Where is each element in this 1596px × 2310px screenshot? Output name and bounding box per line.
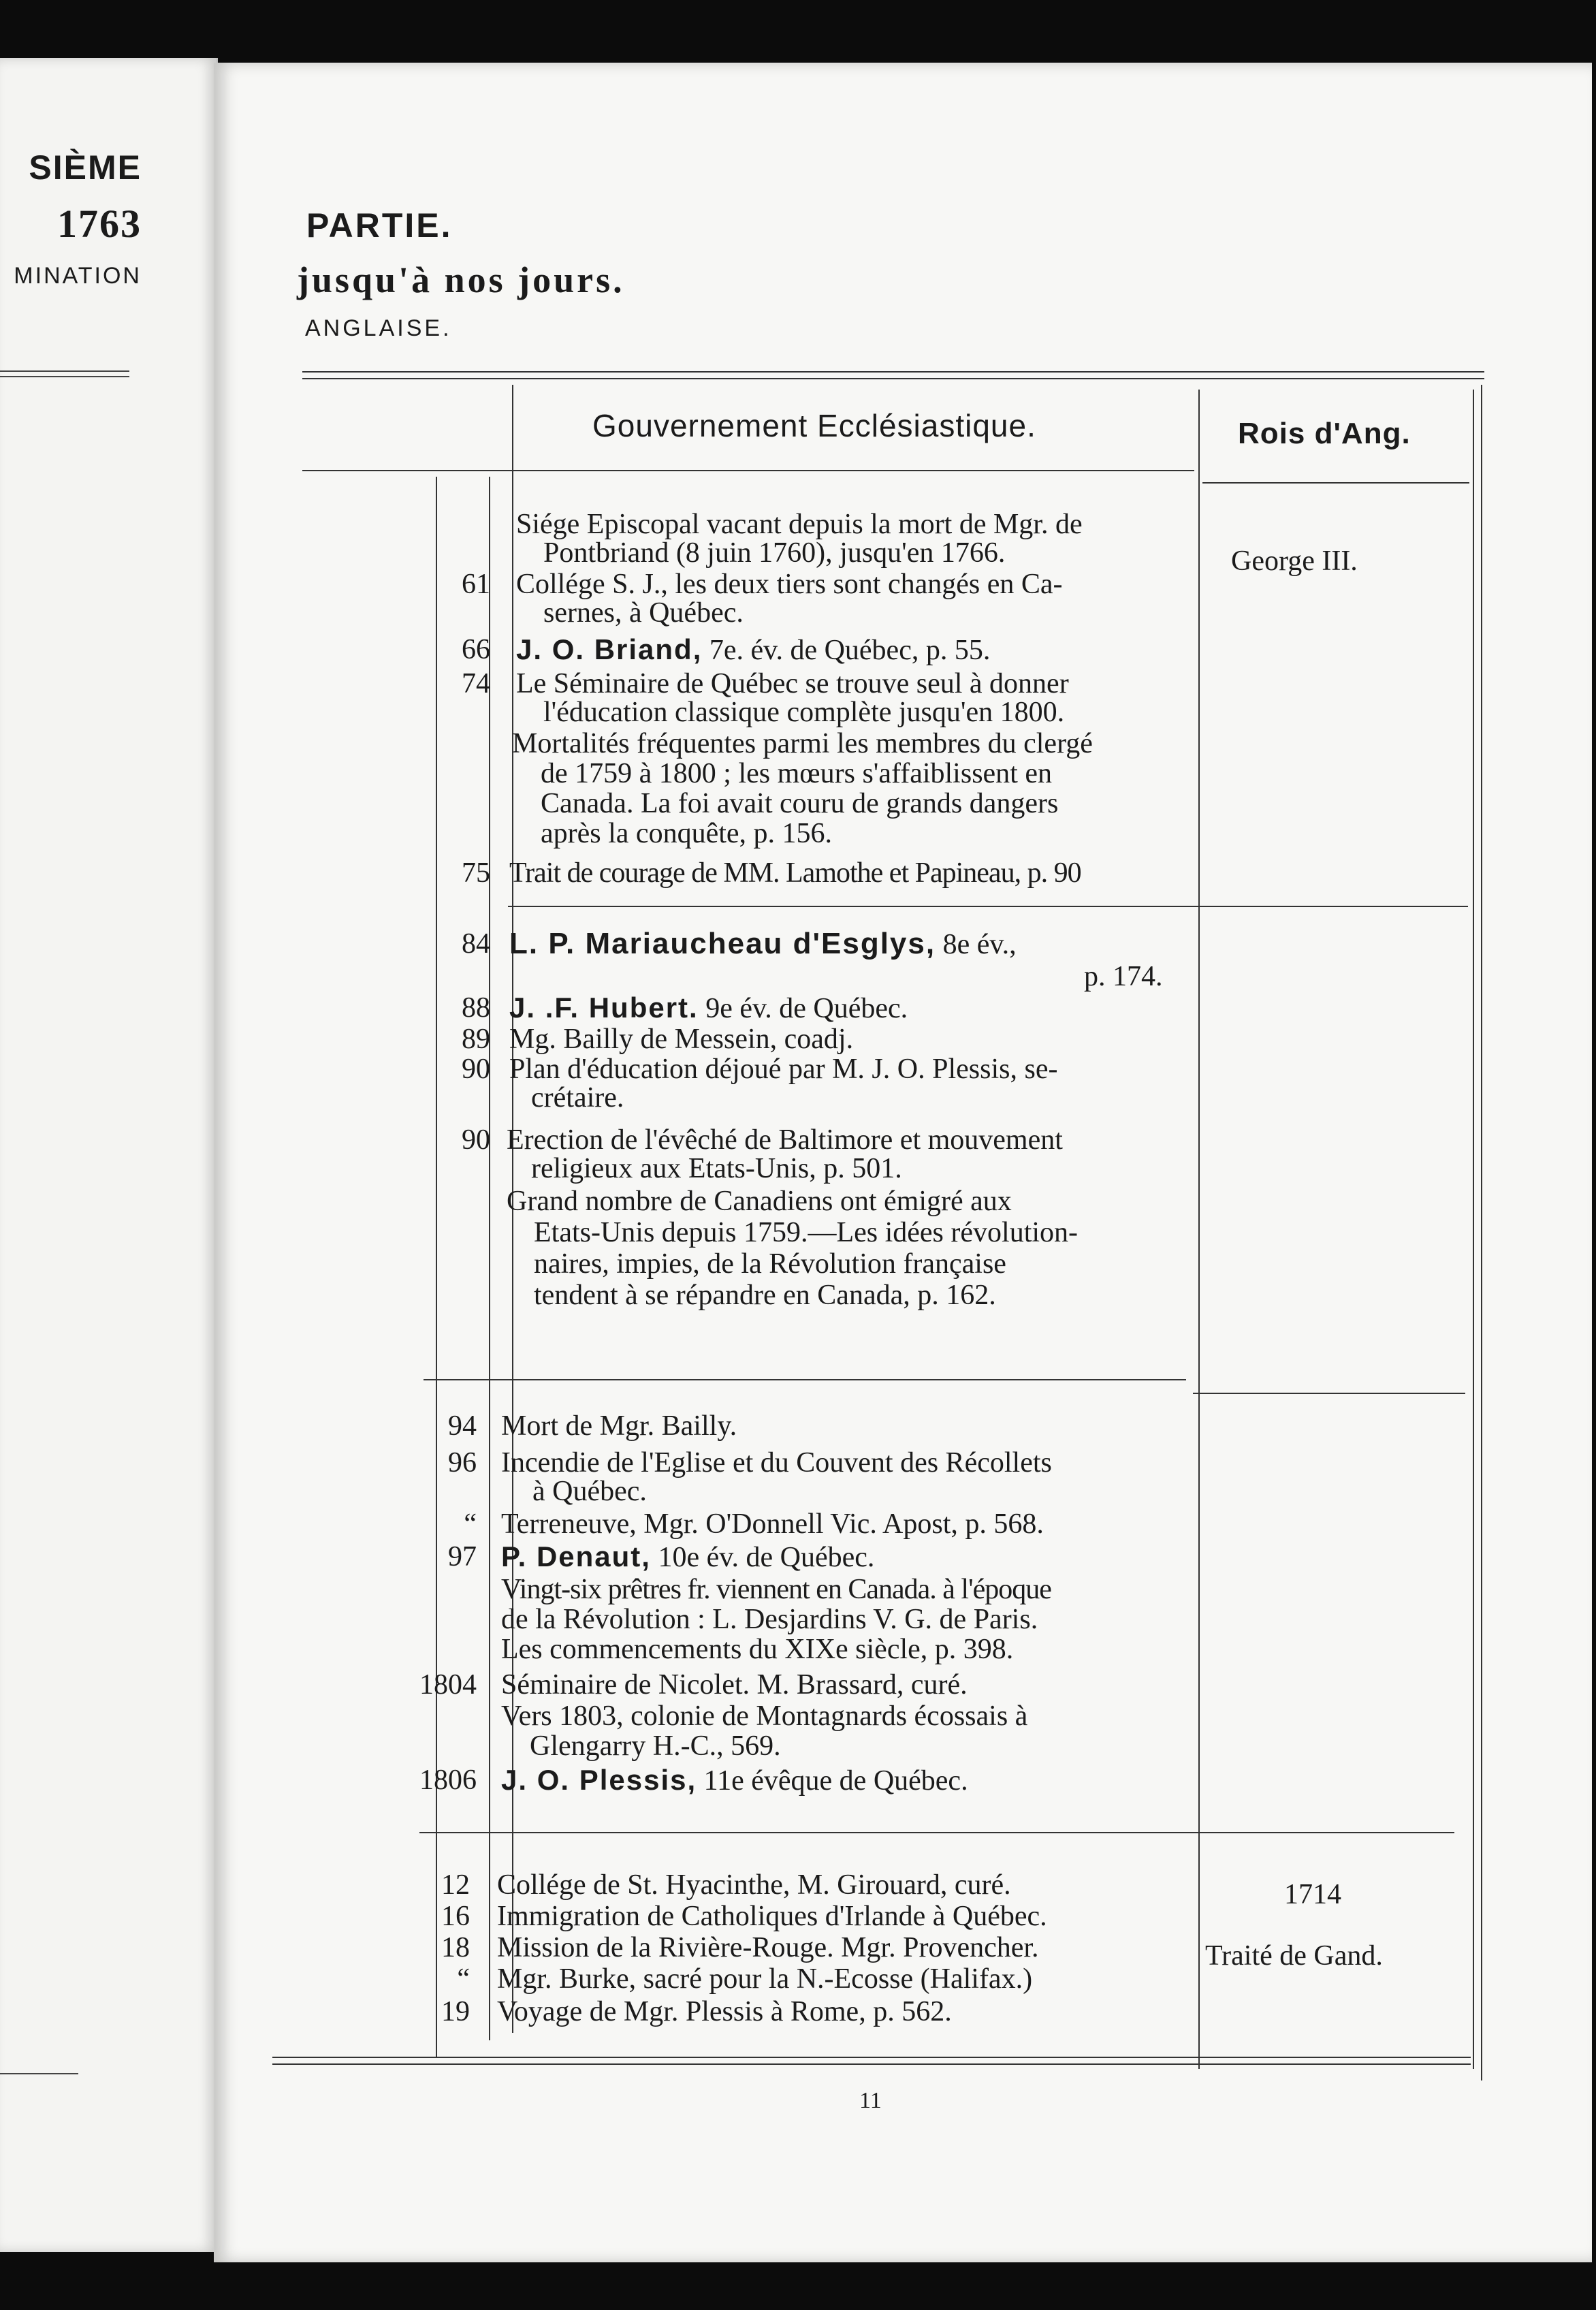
entry-text: Mission de la Rivière-Rouge. Mgr. Provencher.: [497, 1932, 1039, 1963]
entry-year: 74: [462, 668, 490, 699]
entry-text: à Québec.: [532, 1476, 647, 1507]
left-rule: [0, 2073, 78, 2074]
page-number: 11: [859, 2088, 882, 2113]
entry-year: 94: [448, 1410, 477, 1442]
bishop-name: J. O. Plessis,: [501, 1764, 697, 1796]
entry-year: 96: [448, 1447, 477, 1478]
entry-text: l'éducation classique complète jusqu'en 1800.: [543, 697, 1065, 728]
year-divider: [489, 477, 490, 2040]
entry-text: Voyage de Mgr. Plessis à Rome, p. 562.: [497, 1996, 952, 2027]
entry-text: Mort de Mgr. Bailly.: [501, 1410, 737, 1442]
entry-year: 1806: [419, 1765, 477, 1796]
entry-text: Vers 1803, colonie de Montagnards écossais à: [501, 1700, 1028, 1732]
king-year: 1714: [1284, 1879, 1341, 1910]
entry-text: p. 174.: [1084, 961, 1163, 992]
column-header-ecclesiastic: Gouvernement Ecclésiastique.: [592, 408, 1036, 443]
entry-year: 97: [448, 1541, 477, 1572]
entry-text: Grand nombre de Canadiens ont émigré aux: [507, 1186, 1012, 1217]
entry-year: 1804: [419, 1669, 477, 1700]
table-bottom-rule: [272, 2057, 1471, 2058]
king-george: George III.: [1231, 545, 1358, 577]
entry-text: crétaire.: [531, 1082, 624, 1113]
entry-text: naires, impies, de la Révolution française: [534, 1248, 1006, 1280]
entry-text: Vingt-six prêtres fr. viennent en Canada. à l'époque: [501, 1574, 1051, 1605]
entry-text-rest: 11e évêque de Québec.: [697, 1765, 968, 1797]
page-note: ANGLAISE.: [305, 315, 452, 341]
entry-text: Glengarry H.-C., 569.: [530, 1730, 781, 1762]
entry-year: 89: [462, 1024, 490, 1055]
left-heading-3: MINATION: [14, 263, 142, 289]
entry-text: [501, 1540, 1571, 1574]
entry-text: sernes, à Québec.: [543, 597, 744, 629]
entry-text: tendent à se répandre en Canada, p. 162.: [534, 1280, 996, 1311]
entry-text-rest: 10e év. de Québec.: [650, 1542, 875, 1573]
entry-year: 88: [462, 992, 490, 1024]
entry-text: après la conquête, p. 156.: [541, 818, 833, 849]
entry-text-rest: 9e év. de Québec.: [698, 993, 908, 1024]
entry-text: [509, 992, 1580, 1025]
entry-year: 16: [441, 1901, 470, 1932]
page-title: PARTIE.: [306, 206, 453, 244]
entry-year: 19: [441, 1996, 470, 2027]
bishop-name: L. P. Mariaucheau d'Esglys,: [509, 927, 936, 960]
section-rule: [419, 1832, 1454, 1833]
entry-text: [509, 928, 1580, 961]
table-bottom-rule: [272, 2063, 1471, 2065]
left-page: [0, 58, 218, 2252]
year-divider: [436, 477, 437, 2057]
table-top-rule: [302, 378, 1484, 379]
entry-year: 61: [462, 569, 490, 600]
entry-year: 90: [462, 1124, 490, 1156]
section-rule: [508, 906, 1468, 907]
entry-text: Etats-Unis depuis 1759.—Les idées révolution-: [534, 1217, 1079, 1248]
entry-year: 90: [462, 1054, 490, 1085]
entry-text: Immigration de Catholiques d'Irlande à Québec.: [497, 1901, 1047, 1932]
entry-text: Terreneuve, Mgr. O'Donnell Vic. Apost, p. 568.: [501, 1508, 1044, 1540]
entry-text: Incendie de l'Eglise et du Couvent des Récollets: [501, 1447, 1052, 1478]
bishop-name: J. .F. Hubert.: [509, 992, 699, 1024]
entry-text: Mg. Bailly de Messein, coadj.: [509, 1024, 854, 1055]
entry-text: Pontbriand (8 juin 1760), jusqu'en 1766.: [543, 537, 1006, 569]
entry-text-rest: 7e. év. de Québec, p. 55.: [702, 635, 991, 666]
header-rule: [302, 470, 1194, 471]
entry-text: Canada. La foi avait couru de grands dangers: [541, 788, 1059, 819]
entry-text-rest: 8e év.,: [936, 929, 1017, 960]
section-rule: [1193, 1393, 1465, 1394]
entry-year: 84: [462, 928, 490, 960]
entry-text: religieux aux Etats-Unis, p. 501.: [531, 1153, 902, 1184]
left-heading-1: SIÈME: [29, 148, 142, 187]
bishop-name: J. O. Briand,: [516, 633, 703, 665]
entry-text: de 1759 à 1800 ; les mœurs s'affaiblissent en: [541, 758, 1052, 789]
header-rule: [1202, 482, 1469, 484]
entry-year: 18: [441, 1932, 470, 1963]
entry-text: Collége S. J., les deux tiers sont changés en Ca-: [516, 569, 1063, 600]
table-top-rule: [302, 371, 1484, 373]
entry-text: Erection de l'évêché de Baltimore et mouvement: [507, 1124, 1063, 1156]
section-rule: [424, 1379, 1186, 1380]
left-heading-2: 1763: [57, 202, 142, 246]
entry-text: Mortalités fréquentes parmi les membres du clergé: [512, 728, 1093, 759]
entry-text: Le Séminaire de Québec se trouve seul à donner: [516, 668, 1069, 699]
entry-text: Siége Episcopal vacant depuis la mort de Mgr. de: [516, 509, 1083, 540]
left-rule: [0, 376, 129, 377]
entry-text: Collége de St. Hyacinthe, M. Girouard, curé.: [497, 1869, 1011, 1901]
entry-year: “: [464, 1508, 477, 1540]
entry-text: Trait de courage de MM. Lamothe et Papineau, p. 90: [509, 857, 1081, 889]
entry-text: Les commencements du XIXe siècle, p. 398.: [501, 1634, 1014, 1665]
entry-text: Mgr. Burke, sacré pour la N.-Ecosse (Halifax.): [497, 1963, 1033, 1995]
entry-year: 12: [441, 1869, 470, 1901]
entry-year: 66: [462, 634, 490, 665]
left-rule: [0, 370, 129, 372]
page-subtitle: jusqu'à nos jours.: [297, 259, 625, 300]
king-treaty: Traité de Gand.: [1205, 1940, 1383, 1972]
entry-text: [501, 1764, 1571, 1797]
bishop-name: P. Denaut,: [501, 1540, 651, 1572]
entry-text: Séminaire de Nicolet. M. Brassard, curé.: [501, 1669, 968, 1700]
entry-text: Plan d'éducation déjoué par M. J. O. Plessis, se-: [509, 1054, 1058, 1085]
column-header-kings: Rois d'Ang.: [1238, 417, 1411, 450]
entry-text: [516, 633, 1586, 667]
entry-year: “: [457, 1963, 470, 1995]
entry-text: de la Révolution : L. Desjardins V. G. de Paris.: [501, 1604, 1038, 1635]
entry-year: 75: [462, 857, 490, 889]
